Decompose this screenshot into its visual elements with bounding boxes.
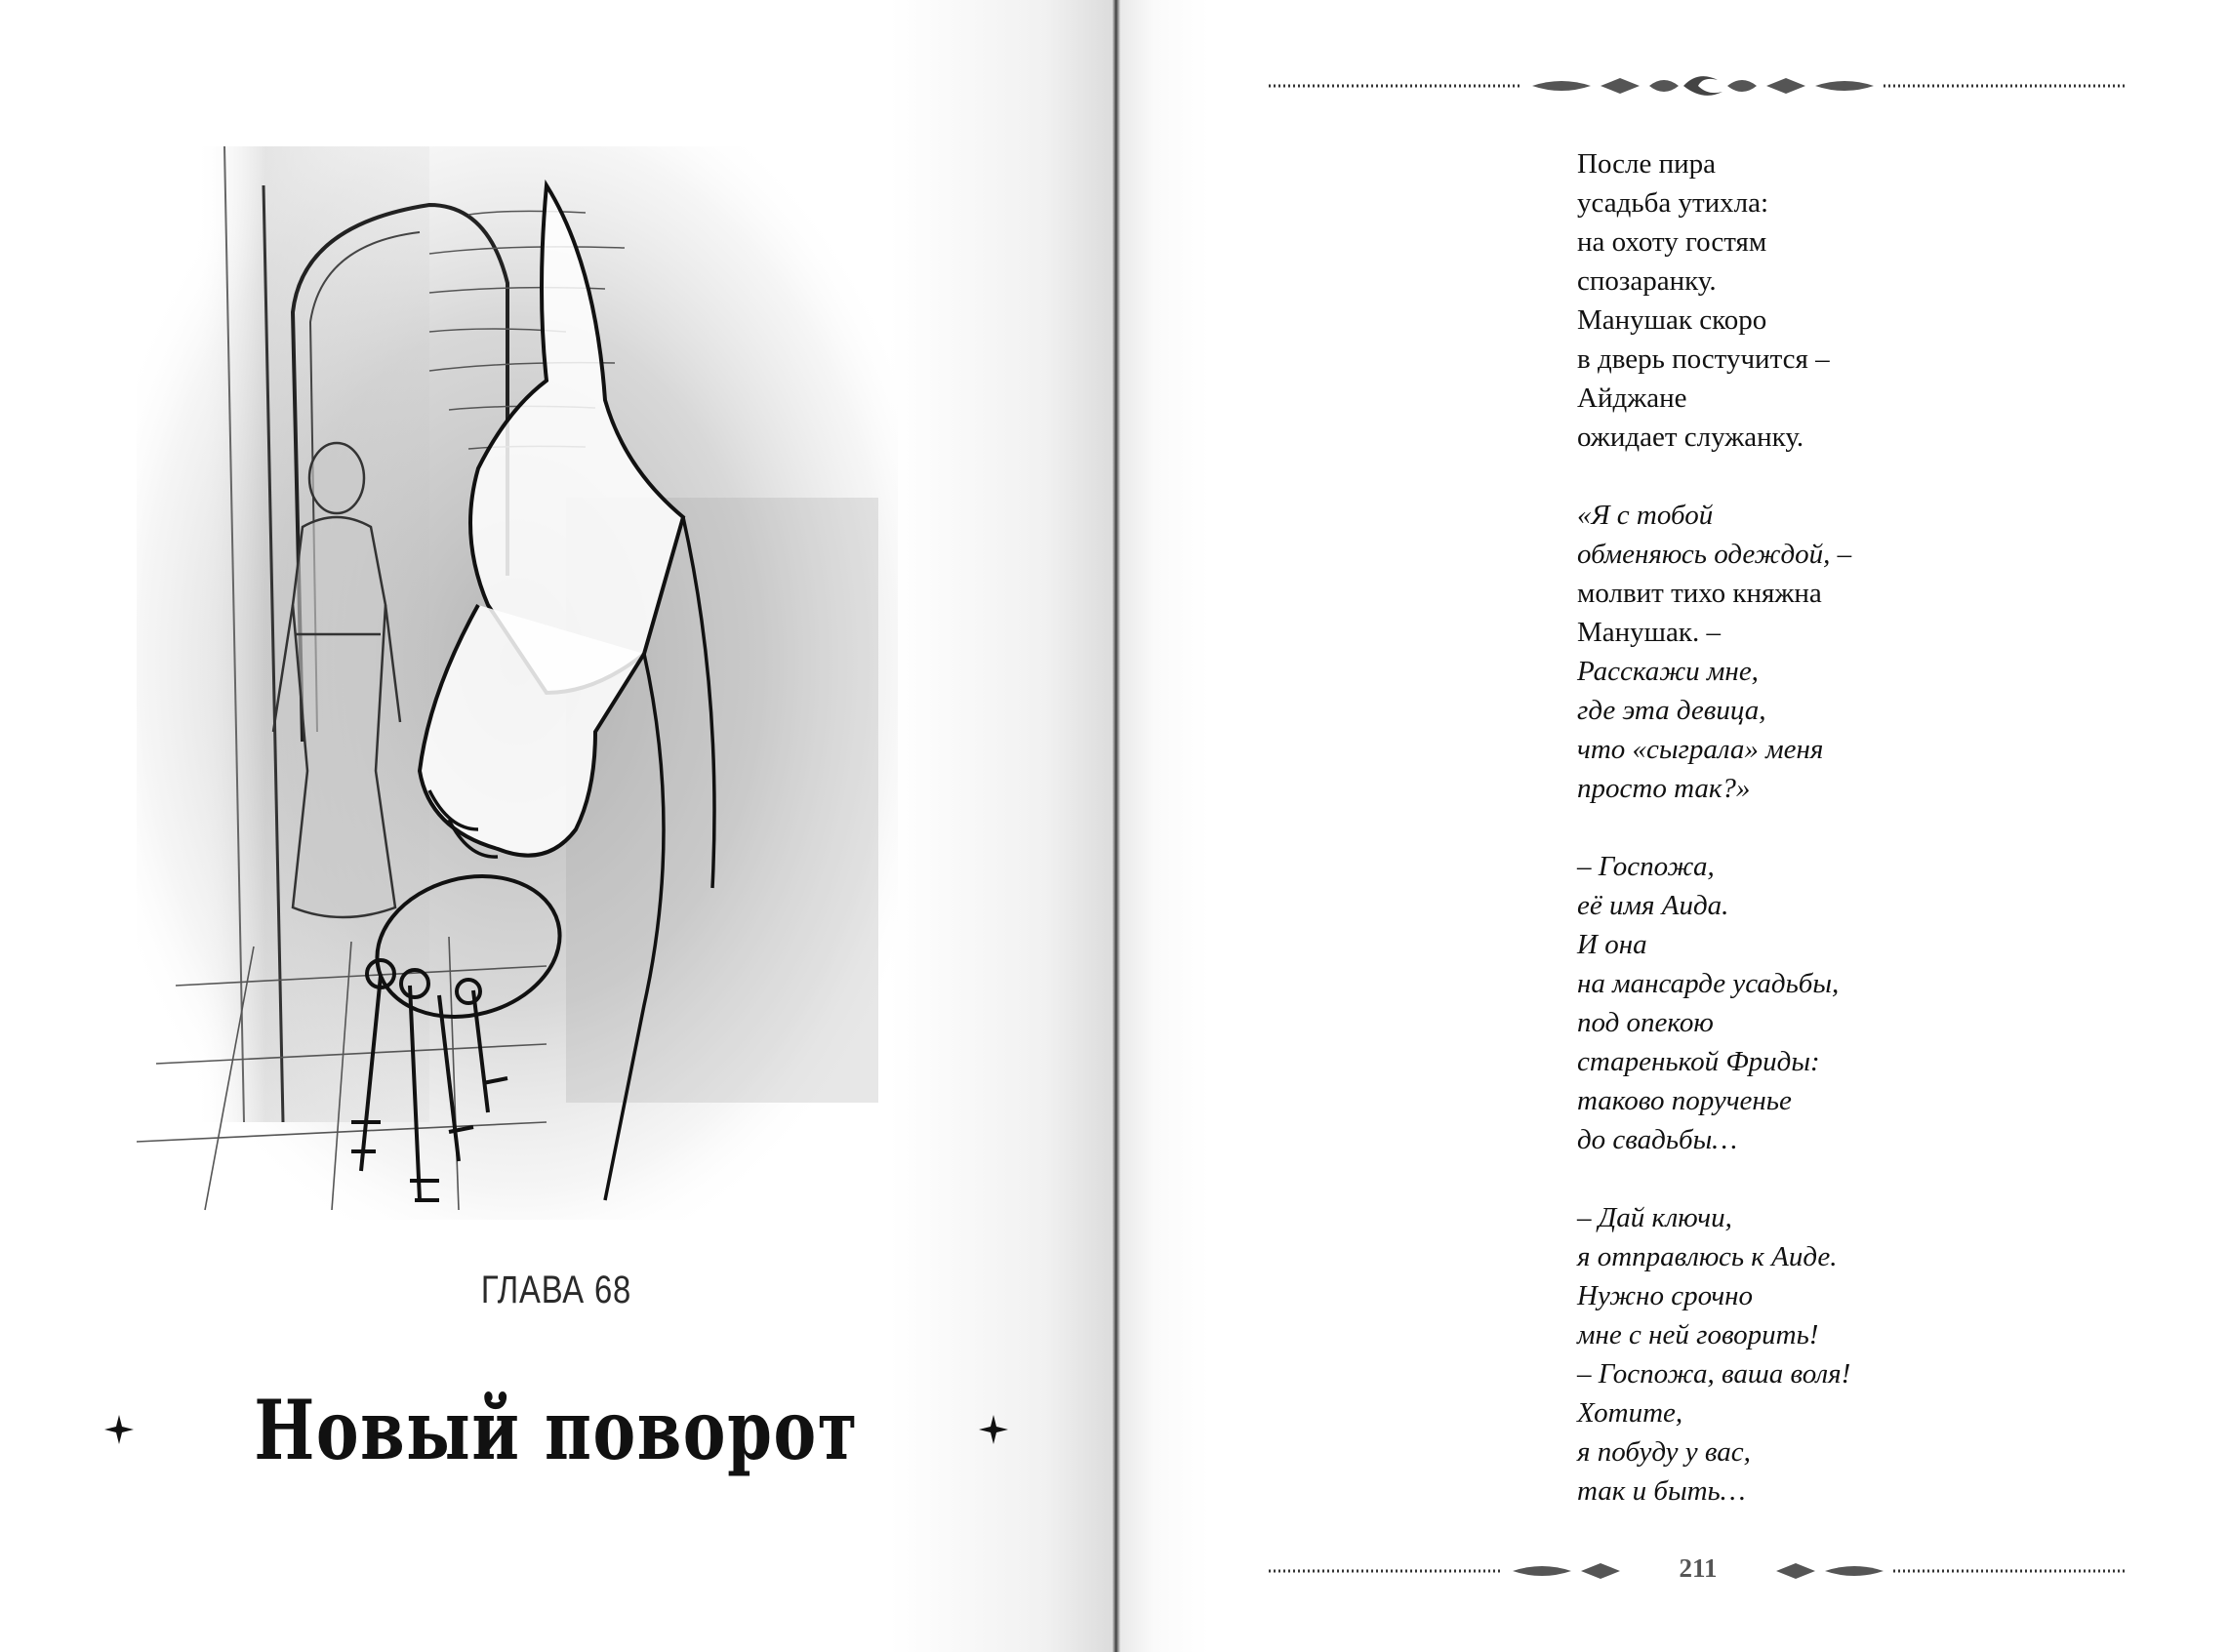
header-ornament-rule bbox=[1269, 66, 2128, 105]
poem-line: Расскажи мне, bbox=[1577, 656, 1759, 687]
poem-line: – Дай ключи, bbox=[1577, 1202, 1732, 1233]
poem-line: Айджане bbox=[1577, 383, 1687, 414]
poem-line: спозаранку. bbox=[1577, 265, 1717, 297]
poem-line: на мансарде усадьбы, bbox=[1577, 968, 1840, 999]
page-number: 211 bbox=[1679, 1553, 1718, 1583]
poem-line: молвит тихо княжна bbox=[1577, 578, 1822, 609]
poem-line: Нужно срочно bbox=[1577, 1280, 1754, 1311]
poem-line: ожидает служанку. bbox=[1577, 422, 1804, 453]
poem-line: – Госпожа, bbox=[1577, 851, 1715, 882]
poem-line: Манушак. – bbox=[1577, 617, 1721, 648]
poem-line: Манушак скоро bbox=[1577, 304, 1767, 336]
stanza bbox=[1577, 144, 2124, 457]
poem-line: усадьба утихла: bbox=[1577, 187, 1769, 219]
stanza bbox=[1577, 847, 2124, 1159]
poem-line: на охоту гостям bbox=[1577, 226, 1767, 258]
poem-line: я отправлюсь к Аиде. bbox=[1577, 1241, 1838, 1272]
chapter-illustration bbox=[137, 146, 898, 1220]
chapter-title-row bbox=[0, 1376, 1113, 1483]
left-page bbox=[0, 0, 1113, 1652]
book-gutter bbox=[1113, 0, 1120, 1652]
poem-line: в дверь постучится – bbox=[1577, 343, 1830, 375]
poem-line: её имя Аида. bbox=[1577, 890, 1729, 921]
poem-line: что «сыграла» меня bbox=[1577, 734, 1824, 765]
ornament-star-icon bbox=[104, 1415, 134, 1444]
ornamental-divider-icon bbox=[1269, 66, 2128, 105]
poem-line: И она bbox=[1577, 929, 1647, 960]
poem-line: под опекою bbox=[1577, 1007, 1714, 1038]
chapter-title: Новый поворот bbox=[254, 1381, 859, 1478]
poem-line: старенькой Фриды: bbox=[1577, 1046, 1820, 1077]
poem-line: – Госпожа, ваша воля! bbox=[1577, 1358, 1851, 1390]
stanza bbox=[1577, 1198, 2124, 1511]
poem-line: Хотите, bbox=[1577, 1397, 1683, 1429]
ornament-star-icon bbox=[979, 1415, 1008, 1444]
poem-line: просто так?» bbox=[1577, 773, 1751, 804]
chapter-number: ГЛАВА 68 bbox=[480, 1269, 632, 1311]
poem-line: мне с ней говорить! bbox=[1577, 1319, 1819, 1350]
sketch-illustration-icon bbox=[137, 146, 898, 1220]
poem-line: так и быть… bbox=[1577, 1475, 1746, 1507]
stanza bbox=[1577, 496, 2124, 808]
poem-line: я побуду у вас, bbox=[1577, 1436, 1751, 1468]
poem-line: обменяюсь одеждой, – bbox=[1577, 539, 1852, 570]
poem-text bbox=[1577, 144, 2124, 1550]
poem-line: «Я с тобой bbox=[1577, 500, 1714, 531]
poem-line: где эта девица, bbox=[1577, 695, 1766, 726]
poem-line: до свадьбы… bbox=[1577, 1124, 1738, 1155]
poem-line: таково порученье bbox=[1577, 1085, 1792, 1116]
poem-line: После пира bbox=[1577, 148, 1717, 180]
